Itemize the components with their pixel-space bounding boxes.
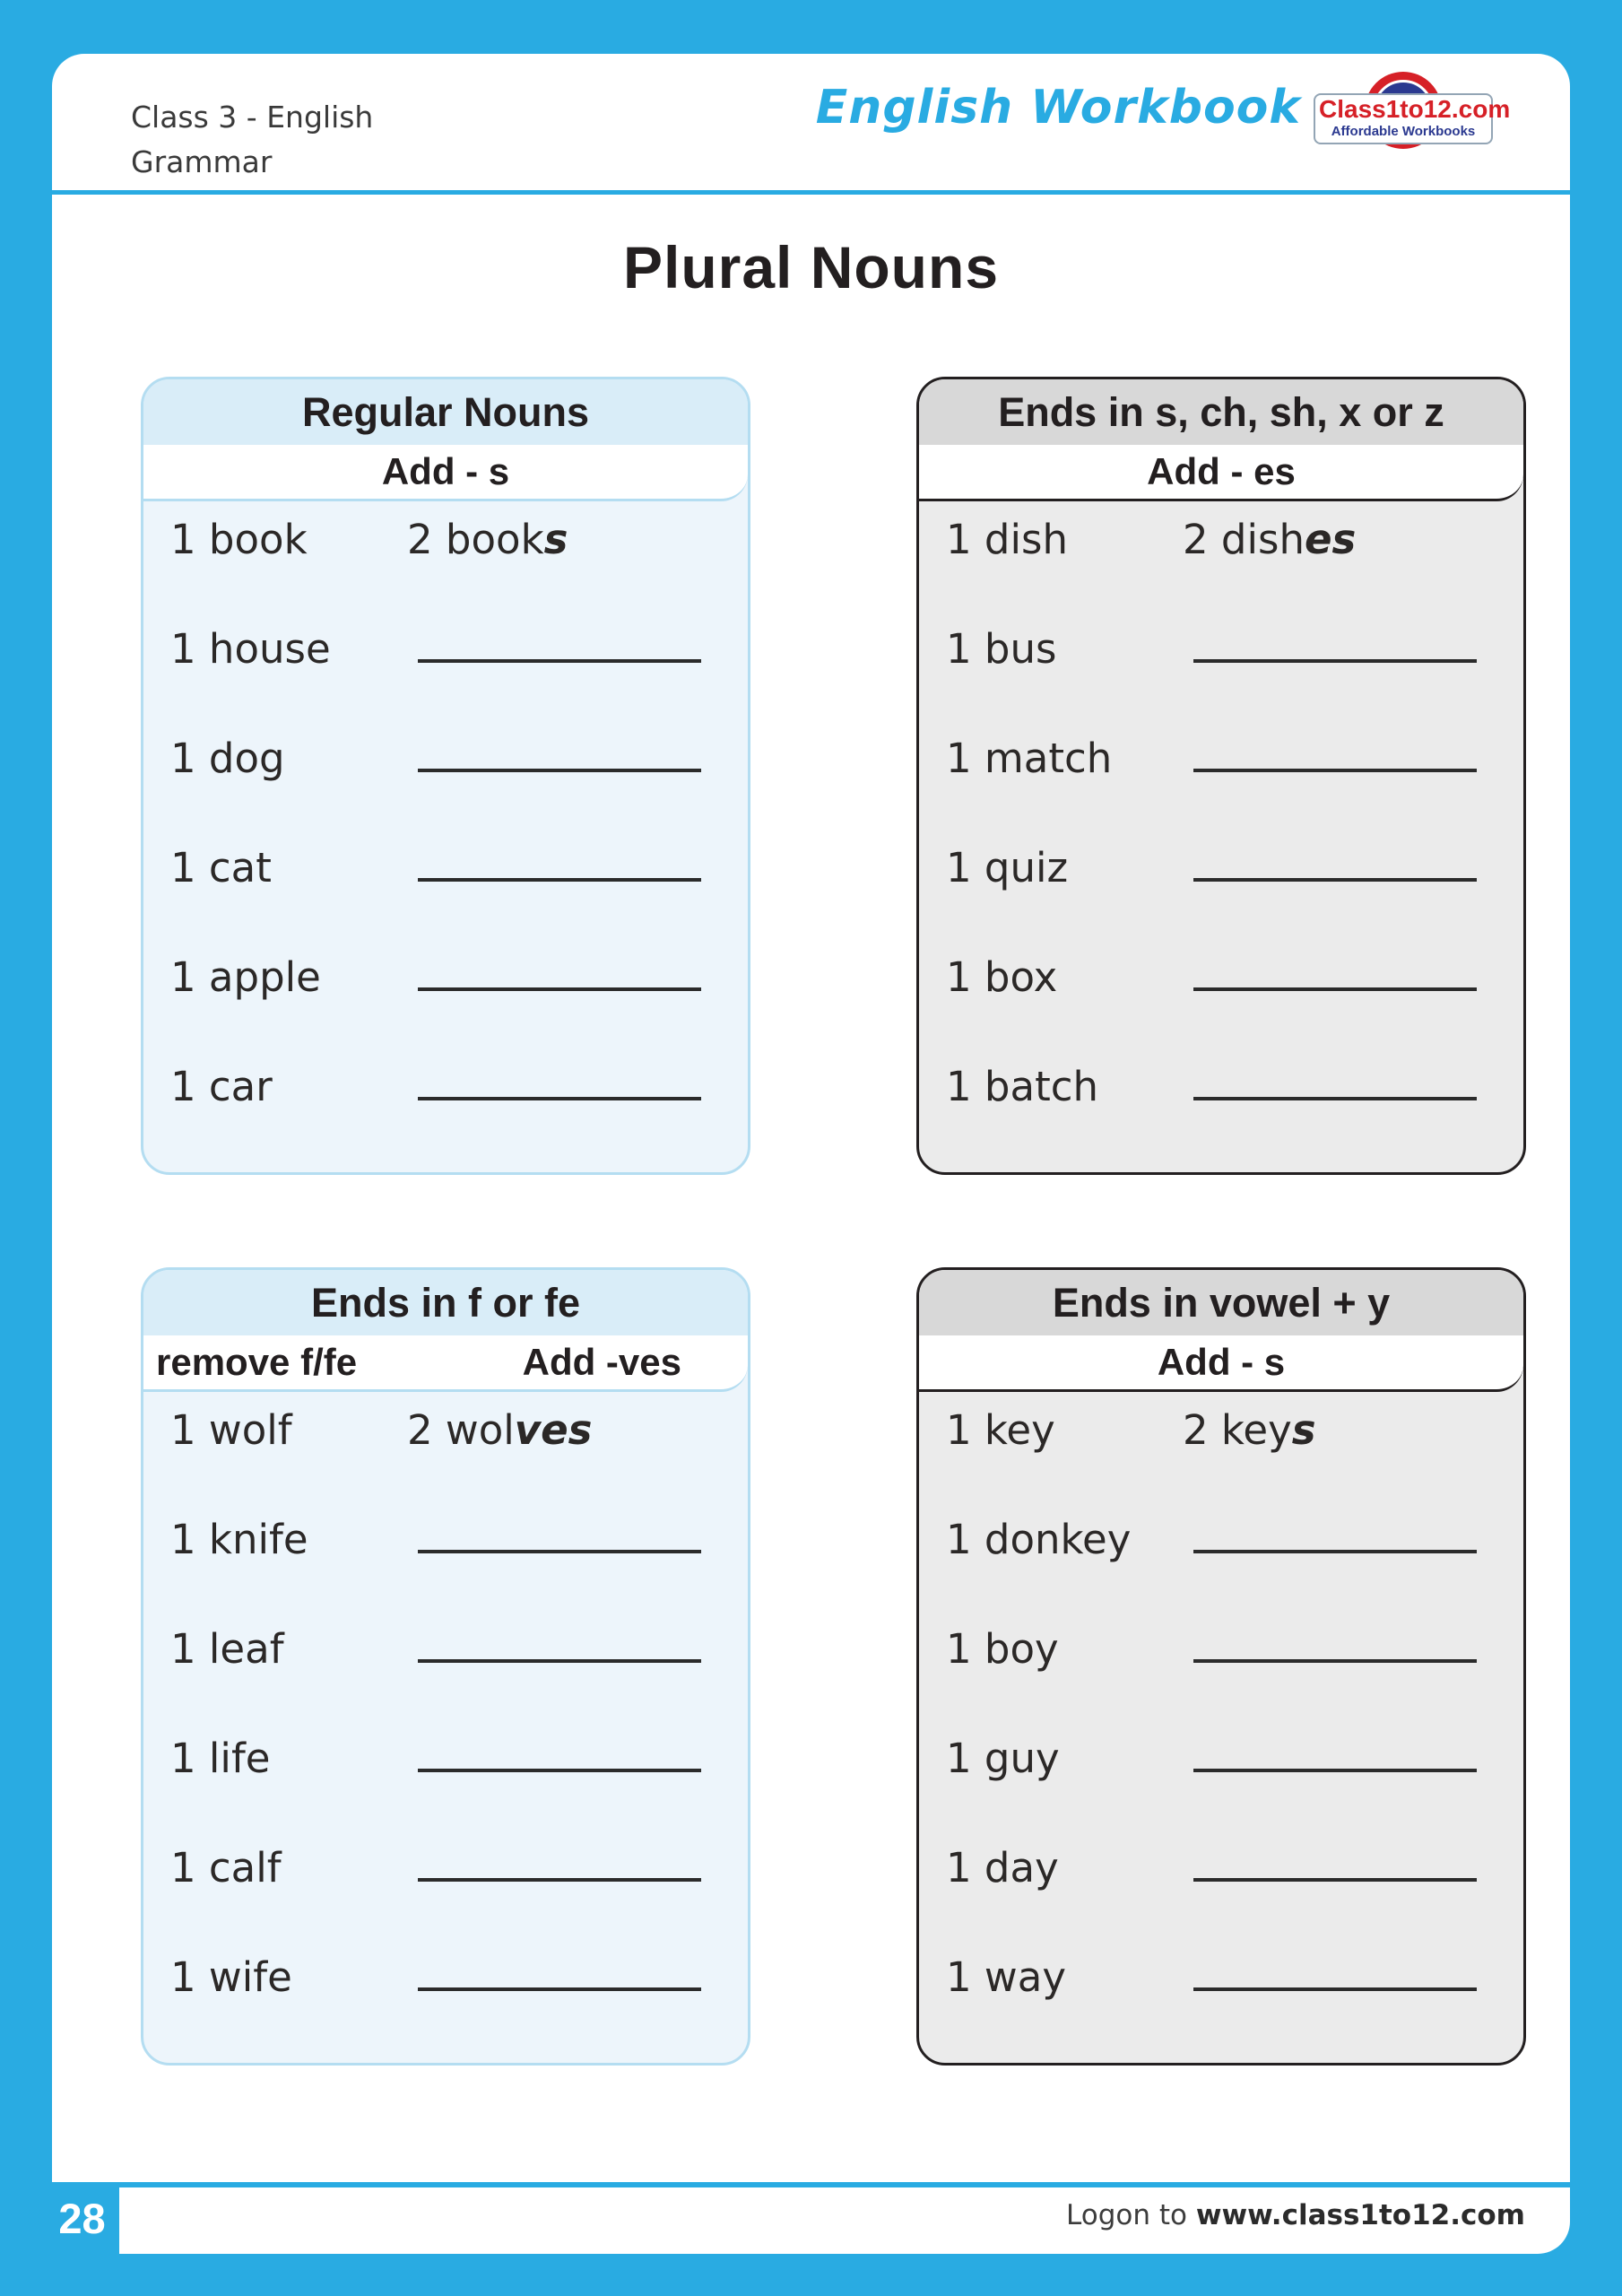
- box-rule-strip: [919, 445, 1523, 501]
- singular-label: 1 leaf: [170, 1625, 284, 1673]
- noun-row: [946, 1516, 1484, 1625]
- noun-row: [946, 735, 1484, 844]
- singular-label: 1 cat: [170, 844, 272, 891]
- answer-blank: [418, 878, 701, 882]
- rule-label: Add -ves: [522, 1341, 681, 1383]
- singular-label: 1 book: [170, 516, 308, 563]
- footer-logon-text: [1066, 2199, 1525, 2231]
- page-title: Plural Nouns: [622, 234, 1000, 300]
- singular-label: 1 wife: [170, 1953, 292, 2001]
- plural-suffix: s: [543, 516, 568, 563]
- answer-blank: [418, 987, 701, 991]
- noun-row: [946, 953, 1484, 1063]
- plural-base: 2 wol: [407, 1406, 515, 1454]
- noun-row: [946, 844, 1484, 953]
- rule-box-2: [141, 1267, 750, 2066]
- noun-row: [170, 953, 708, 1063]
- rule-box-0: [141, 377, 750, 1175]
- boxes-grid: [141, 377, 1526, 2066]
- answer-blank: [1193, 1987, 1477, 1991]
- footer-divider: [52, 2182, 1570, 2187]
- plural-suffix: ves: [514, 1406, 593, 1454]
- answer-blank: [1193, 1659, 1477, 1663]
- singular-label: 1 wolf: [170, 1406, 292, 1454]
- subject-label: Grammar: [131, 144, 273, 179]
- answer-blank: [1193, 987, 1477, 991]
- page-card: [52, 54, 1570, 2254]
- noun-row: [946, 1406, 1484, 1516]
- workbook-title: English Workbook: [815, 81, 1301, 135]
- logon-url: www.class1to12.com: [1195, 2199, 1525, 2231]
- singular-label: 1 dog: [170, 735, 285, 782]
- plural-suffix: es: [1304, 516, 1357, 563]
- noun-row: [946, 1735, 1484, 1844]
- answer-blank: [418, 659, 701, 663]
- answer-blank: [418, 1550, 701, 1553]
- singular-label: 1 life: [170, 1735, 271, 1782]
- answer-blank: [1193, 878, 1477, 882]
- singular-label: 1 box: [946, 953, 1058, 1001]
- noun-row: [170, 1844, 708, 1953]
- logo-banner: [1314, 93, 1511, 144]
- answer-blank: [418, 769, 701, 772]
- singular-label: 1 donkey: [946, 1516, 1132, 1563]
- answer-blank: [418, 1987, 701, 1991]
- noun-row: [170, 1625, 708, 1735]
- singular-label: 1 key: [946, 1406, 1055, 1454]
- example-answer: [407, 516, 568, 563]
- answer-blank: [1193, 1878, 1477, 1882]
- singular-label: 1 way: [946, 1953, 1066, 2001]
- answer-blank: [1193, 1097, 1477, 1100]
- singular-label: 1 boy: [946, 1625, 1059, 1673]
- answer-blank: [418, 1769, 701, 1772]
- noun-row: [946, 1063, 1484, 1172]
- header-divider: [52, 190, 1570, 195]
- example-answer: [1183, 1406, 1316, 1454]
- box-rule-strip: [919, 1335, 1523, 1392]
- logo-tagline-text: Affordable Workbooks: [1331, 123, 1476, 139]
- box-title: Ends in vowel + y: [919, 1270, 1523, 1335]
- noun-row: [946, 516, 1484, 625]
- answer-blank: [1193, 769, 1477, 772]
- singular-label: 1 calf: [170, 1844, 282, 1892]
- singular-label: 1 quiz: [946, 844, 1069, 891]
- singular-label: 1 guy: [946, 1735, 1060, 1782]
- noun-row: [170, 1406, 708, 1516]
- singular-label: 1 car: [170, 1063, 273, 1110]
- rule-label: Add - s: [1157, 1341, 1286, 1383]
- box-body: [919, 1392, 1523, 2066]
- singular-label: 1 bus: [946, 625, 1057, 673]
- rule-label: Add - es: [1147, 450, 1296, 492]
- box-body: [143, 501, 748, 1175]
- noun-row: [946, 1953, 1484, 2063]
- rule-left-label: remove f/fe: [156, 1341, 358, 1383]
- box-body: [919, 501, 1523, 1175]
- rule-box-3: [916, 1267, 1526, 2066]
- answer-blank: [418, 1097, 701, 1100]
- noun-row: [170, 1516, 708, 1625]
- noun-row: [170, 625, 708, 735]
- logon-prefix: Logon to: [1066, 2199, 1196, 2231]
- singular-label: 1 apple: [170, 953, 321, 1001]
- singular-label: 1 day: [946, 1844, 1059, 1892]
- header-text-block: [131, 95, 373, 184]
- class1to12-logo: [1314, 72, 1511, 181]
- answer-blank: [1193, 1550, 1477, 1553]
- singular-label: 1 match: [946, 735, 1113, 782]
- plural-base: 2 book: [407, 516, 544, 563]
- box-rule-strip: [143, 445, 748, 501]
- course-label: Class 3 - English: [131, 100, 374, 135]
- plural-suffix: s: [1291, 1406, 1316, 1454]
- noun-row: [946, 1844, 1484, 1953]
- noun-row: [170, 735, 708, 844]
- box-title: Ends in f or fe: [143, 1270, 748, 1335]
- box-title: Regular Nouns: [143, 379, 748, 445]
- noun-row: [946, 625, 1484, 735]
- example-answer: [1183, 516, 1356, 563]
- box-title: Ends in s, ch, sh, x or z: [919, 379, 1523, 445]
- answer-blank: [1193, 659, 1477, 663]
- singular-label: 1 house: [170, 625, 331, 673]
- noun-row: [946, 1625, 1484, 1735]
- rule-label: Add - s: [381, 450, 510, 492]
- noun-row: [170, 1953, 708, 2063]
- answer-blank: [1193, 1769, 1477, 1772]
- plural-base: 2 key: [1183, 1406, 1292, 1454]
- singular-label: 1 knife: [170, 1516, 308, 1563]
- answer-blank: [418, 1659, 701, 1663]
- singular-label: 1 batch: [946, 1063, 1098, 1110]
- page-number-badge: 28: [0, 2182, 119, 2254]
- noun-row: [170, 1735, 708, 1844]
- plural-base: 2 dish: [1183, 516, 1305, 563]
- box-body: [143, 1392, 748, 2066]
- noun-row: [170, 1063, 708, 1172]
- logo-site-text: Class1to12.com: [1319, 95, 1511, 123]
- example-answer: [407, 1406, 592, 1454]
- rule-box-1: [916, 377, 1526, 1175]
- box-rule-strip: [143, 1335, 748, 1392]
- singular-label: 1 dish: [946, 516, 1068, 563]
- noun-row: [170, 844, 708, 953]
- noun-row: [170, 516, 708, 625]
- answer-blank: [418, 1878, 701, 1882]
